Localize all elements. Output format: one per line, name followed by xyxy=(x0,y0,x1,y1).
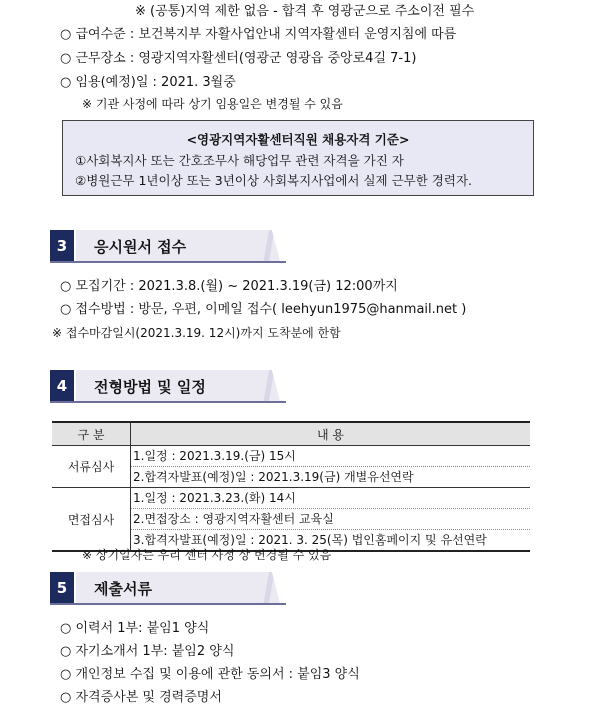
section-number: 4 xyxy=(50,370,74,401)
salary-line: ○ 급여수준 : 보건복지부 자활사업안내 지역자활센터 운영지침에 따름 xyxy=(60,27,457,42)
appointment-note: ※ 기관 사정에 따라 상기 임용일은 변경될 수 있음 xyxy=(82,97,343,111)
appointment-line: ○ 임용(예정)일 : 2021. 3월중 xyxy=(60,75,236,90)
row-content xyxy=(131,446,531,488)
row-content xyxy=(131,488,531,552)
header-category: 구 분 xyxy=(52,422,131,446)
document-item: ○ 개인정보 수집 및 이용에 관한 동의서 : 붙임3 양식 xyxy=(60,667,360,682)
row-category: 서류심사 xyxy=(52,446,131,488)
schedule-table xyxy=(52,421,530,552)
section-underline xyxy=(50,401,286,403)
workplace-line: ○ 근무장소 : 영광지역자활센터(영광군 영광읍 중앙로4길 7-1) xyxy=(60,51,417,66)
header-content: 내 용 xyxy=(131,422,531,446)
section-underline xyxy=(50,261,286,263)
qualification-item-1: ①사회복지사 또는 간호조무사 해당업무 관련 자격을 가진 자 xyxy=(75,153,404,168)
recruit-period: ○ 모집기간 : 2021.3.8.(월) ~ 2021.3.19(금) 12:00까지 xyxy=(60,279,398,294)
row-line: 3.합격자발표(예정)일 : 2021. 3. 25(목) 법인홈페이지 및 유선연락 xyxy=(131,529,530,550)
section-4-heading xyxy=(50,370,286,401)
row-category: 면접심사 xyxy=(52,488,131,552)
qualification-item-2: ②병원근무 1년이상 또는 3년이상 사회복지사업에서 실제 근무한 경력자. xyxy=(75,173,473,188)
qualification-title: <영광지역자활센터직원 채용자격 기준> xyxy=(186,132,410,147)
document-item: ○ 자기소개서 1부: 붙임2 양식 xyxy=(60,644,235,659)
row-line: 1.일정 : 2021.3.19.(금) 15시 xyxy=(133,449,296,463)
document-item: ○ 자격증사본 및 경력증명서 xyxy=(60,690,222,705)
qualification-box xyxy=(62,120,534,196)
section-3-heading xyxy=(50,230,286,261)
section-title: 전형방법 및 일정 xyxy=(94,378,206,396)
deadline-note: ※ 접수마감일시(2021.3.19. 12시)까지 도착분에 한함 xyxy=(52,326,341,340)
row-line: 2.합격자발표(예정)일 : 2021.3.19(금) 개별유선연락 xyxy=(131,466,530,487)
schedule-note: ※ 상기일자는 우리 센터 사정 상 변경될 수 있음 xyxy=(82,548,332,562)
document-item: ○ 이력서 1부: 붙임1 양식 xyxy=(60,621,210,636)
row-line: 2.면접장소 : 영광지역자활센터 교육실 xyxy=(131,508,530,529)
table-row xyxy=(52,488,530,552)
section-number: 3 xyxy=(50,230,74,261)
table-header-row xyxy=(52,422,530,446)
section-5-heading xyxy=(50,572,286,603)
apply-method: ○ 접수방법 : 방문, 우편, 이메일 접수( leehyun1975@hanmail.net ) xyxy=(60,302,467,317)
section-number: 5 xyxy=(50,572,74,603)
table-row xyxy=(52,446,530,488)
section-title: 응시원서 접수 xyxy=(94,238,187,256)
residence-note: ※ (공통)지역 제한 없음 - 합격 후 영광군으로 주소이전 필수 xyxy=(135,4,475,19)
row-line: 1.일정 : 2021.3.23.(화) 14시 xyxy=(133,491,296,505)
section-title: 제출서류 xyxy=(94,580,152,598)
section-underline xyxy=(50,603,286,605)
